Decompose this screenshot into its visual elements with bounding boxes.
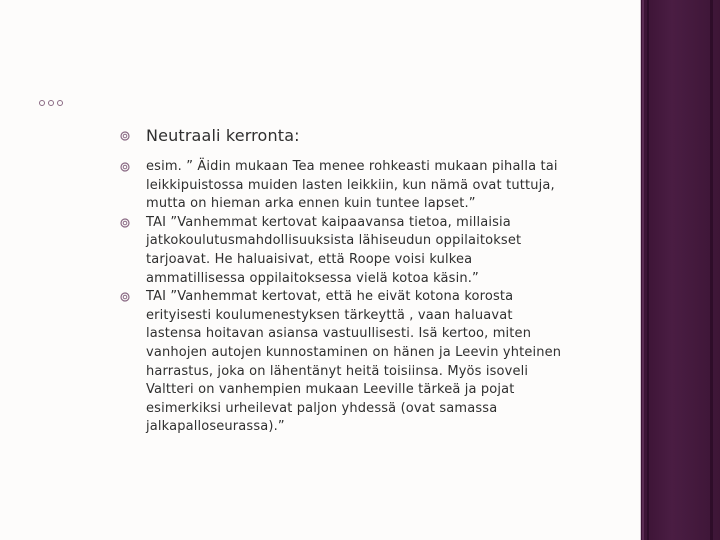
bullet-list xyxy=(120,124,600,437)
decorative-dots xyxy=(39,100,63,106)
bullet-text: Neutraali kerronta: xyxy=(146,126,300,145)
bullet-target-icon xyxy=(120,131,130,141)
bullet-text: esim. ” Äidin mukaan Tea menee rohkeasti mukaan pihalla tai leikkipuistossa muiden lasten leikkiin, kun nämä ovat tuttuja, mutta on hieman arka ennen kuin tuntee lapset.” xyxy=(146,159,558,212)
bullet-target-icon xyxy=(120,292,130,302)
decorative-side-bar xyxy=(640,0,720,540)
bullet-item-heading xyxy=(120,124,600,148)
circle-icon xyxy=(48,100,54,106)
circle-icon xyxy=(57,100,63,106)
bullet-target-icon xyxy=(120,218,130,228)
bullet-text: TAI ”Vanhemmat kertovat kaipaavansa tietoa, millaisia jatkokoulutusmahdollisuuksista lähiseudun oppilaitokset tarjoavat. He haluaisivat, että Roope voisi kulkea ammatillisessa oppilaitoksessa vielä kotoa käsin.” xyxy=(146,214,522,286)
bullet-item xyxy=(120,288,600,437)
circle-icon xyxy=(39,100,45,106)
bullet-text: TAI ”Vanhemmat kertovat, että he eivät kotona korosta erityisesti koulumenestyksen tärkeyttä , vaan haluavat lastensa hoitavan asiansa vastuullisesti. Isä kertoo, miten vanhojen autojen kunnostaminen on hänen ja Leevin yhteinen harrastus, joka on lähentänyt heitä toisiinsa. Myös isoveli Valtteri on vanhempien mukaan Leeville tärkeä ja pojat esimerkiksi urheilevat paljon yhdessä (ovat samassa jalkapalloseurassa).” xyxy=(146,289,562,435)
bullet-target-icon xyxy=(120,162,130,172)
bullet-item xyxy=(120,158,600,214)
bullet-item xyxy=(120,214,600,288)
